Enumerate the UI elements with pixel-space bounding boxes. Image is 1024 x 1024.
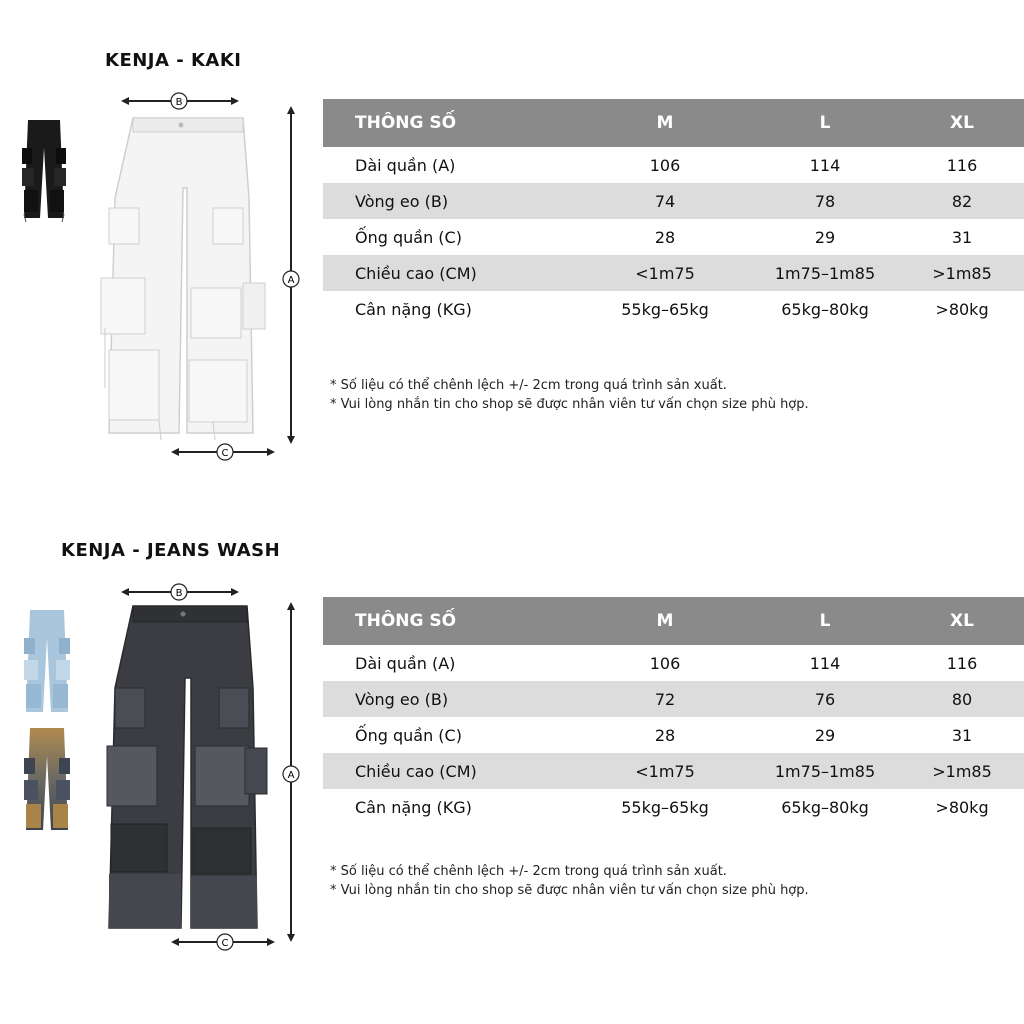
cell: 82 [900,183,1024,219]
table-row [323,753,1024,789]
row-label: Chiều cao (CM) [323,255,580,291]
cell: 65kg–80kg [781,797,869,817]
table-row [323,147,1024,183]
cell: 1m75–1m85 [750,255,900,291]
row-label: Dài quần (A) [355,155,456,175]
cell: 72 [580,681,750,717]
header-size-m: M [580,597,750,645]
cell: >1m85 [900,753,1024,789]
cell: 74 [580,183,750,219]
size-notes [330,376,809,414]
label-b: B [175,97,183,108]
size-table [323,597,1024,825]
cell: >1m85 [900,255,1024,291]
cell: 28 [654,227,676,247]
note-line: * Vui lòng nhắn tin cho shop sẽ được nhân viên tư vấn chọn size phù hợp. [330,397,809,412]
cell: 114 [809,155,841,175]
table-row [323,681,1024,717]
cell: <1m75 [580,255,750,291]
table-row [323,789,1024,825]
length-measure-arrow [283,602,299,942]
note-line: * Số liệu có thể chênh lệch +/- 2cm trong quá trình sản xuất. [330,378,727,393]
length-measure-arrow [283,106,299,444]
cell: <1m75 [580,753,750,789]
cell: 114 [809,653,841,673]
row-label: Chiều cao (CM) [323,753,580,789]
table-row [323,255,1024,291]
cell: 65kg–80kg [781,299,869,319]
cell: 76 [750,681,900,717]
size-table [323,99,1024,327]
note-line: * Vui lòng nhắn tin cho shop sẽ được nhân viên tư vấn chọn size phù hợp. [330,883,809,898]
product-title: KENJA - KAKI [105,50,242,71]
row-label: Vòng eo (B) [323,681,580,717]
header-size-l: L [750,597,900,645]
cell: 28 [654,725,676,745]
light-blue-pants-thumbnail[interactable] [22,608,72,716]
black-pants-thumbnail[interactable] [20,118,68,224]
leg-opening-measure-arrow [171,934,275,950]
table-row [323,219,1024,255]
product-title: KENJA - JEANS WASH [61,540,281,561]
row-label: Cân nặng (KG) [355,797,472,817]
cell: 116 [946,653,978,673]
cell: 29 [814,227,836,247]
cell: 31 [951,725,973,745]
row-label: Vòng eo (B) [323,183,580,219]
cell: 29 [814,725,836,745]
label-c: C [221,938,229,949]
waist-measure-arrow [121,93,239,109]
header-size-m: M [580,99,750,147]
header-spec: THÔNG SỐ [323,597,580,645]
cell: 31 [951,227,973,247]
table-row [323,183,1024,219]
black-wash-pants-diagram [95,578,315,966]
cell: >80kg [935,299,989,319]
tan-wash-pants-thumbnail[interactable] [22,726,72,834]
cell: 1m75–1m85 [750,753,900,789]
label-b: B [175,588,183,599]
row-label: Cân nặng (KG) [355,299,472,319]
table-row [323,717,1024,753]
size-table-header [323,597,1024,645]
label-a: A [287,275,295,286]
note-line: * Số liệu có thể chênh lệch +/- 2cm trong quá trình sản xuất. [330,864,727,879]
label-c: C [221,448,229,459]
table-row [323,645,1024,681]
header-size-xl: XL [900,597,1024,645]
cell: 78 [750,183,900,219]
label-a: A [287,770,295,781]
product-section-jeans-wash [0,498,1024,1010]
leg-opening-measure-arrow [171,444,275,460]
size-table-header [323,99,1024,147]
row-label: Dài quần (A) [355,653,456,673]
row-label: Ống quần (C) [355,725,462,745]
header-spec: THÔNG SỐ [323,99,580,147]
cell: >80kg [935,797,989,817]
row-label: Ống quần (C) [355,227,462,247]
header-size-xl: XL [900,99,1024,147]
cell: 55kg–65kg [621,299,709,319]
cell: 116 [946,155,978,175]
cell: 80 [900,681,1024,717]
cell: 106 [649,653,681,673]
size-notes [330,862,809,900]
cell: 55kg–65kg [621,797,709,817]
waist-measure-arrow [121,584,239,600]
table-row [323,291,1024,327]
cell: 106 [649,155,681,175]
header-size-l: L [750,99,900,147]
white-pants-diagram [95,88,315,468]
